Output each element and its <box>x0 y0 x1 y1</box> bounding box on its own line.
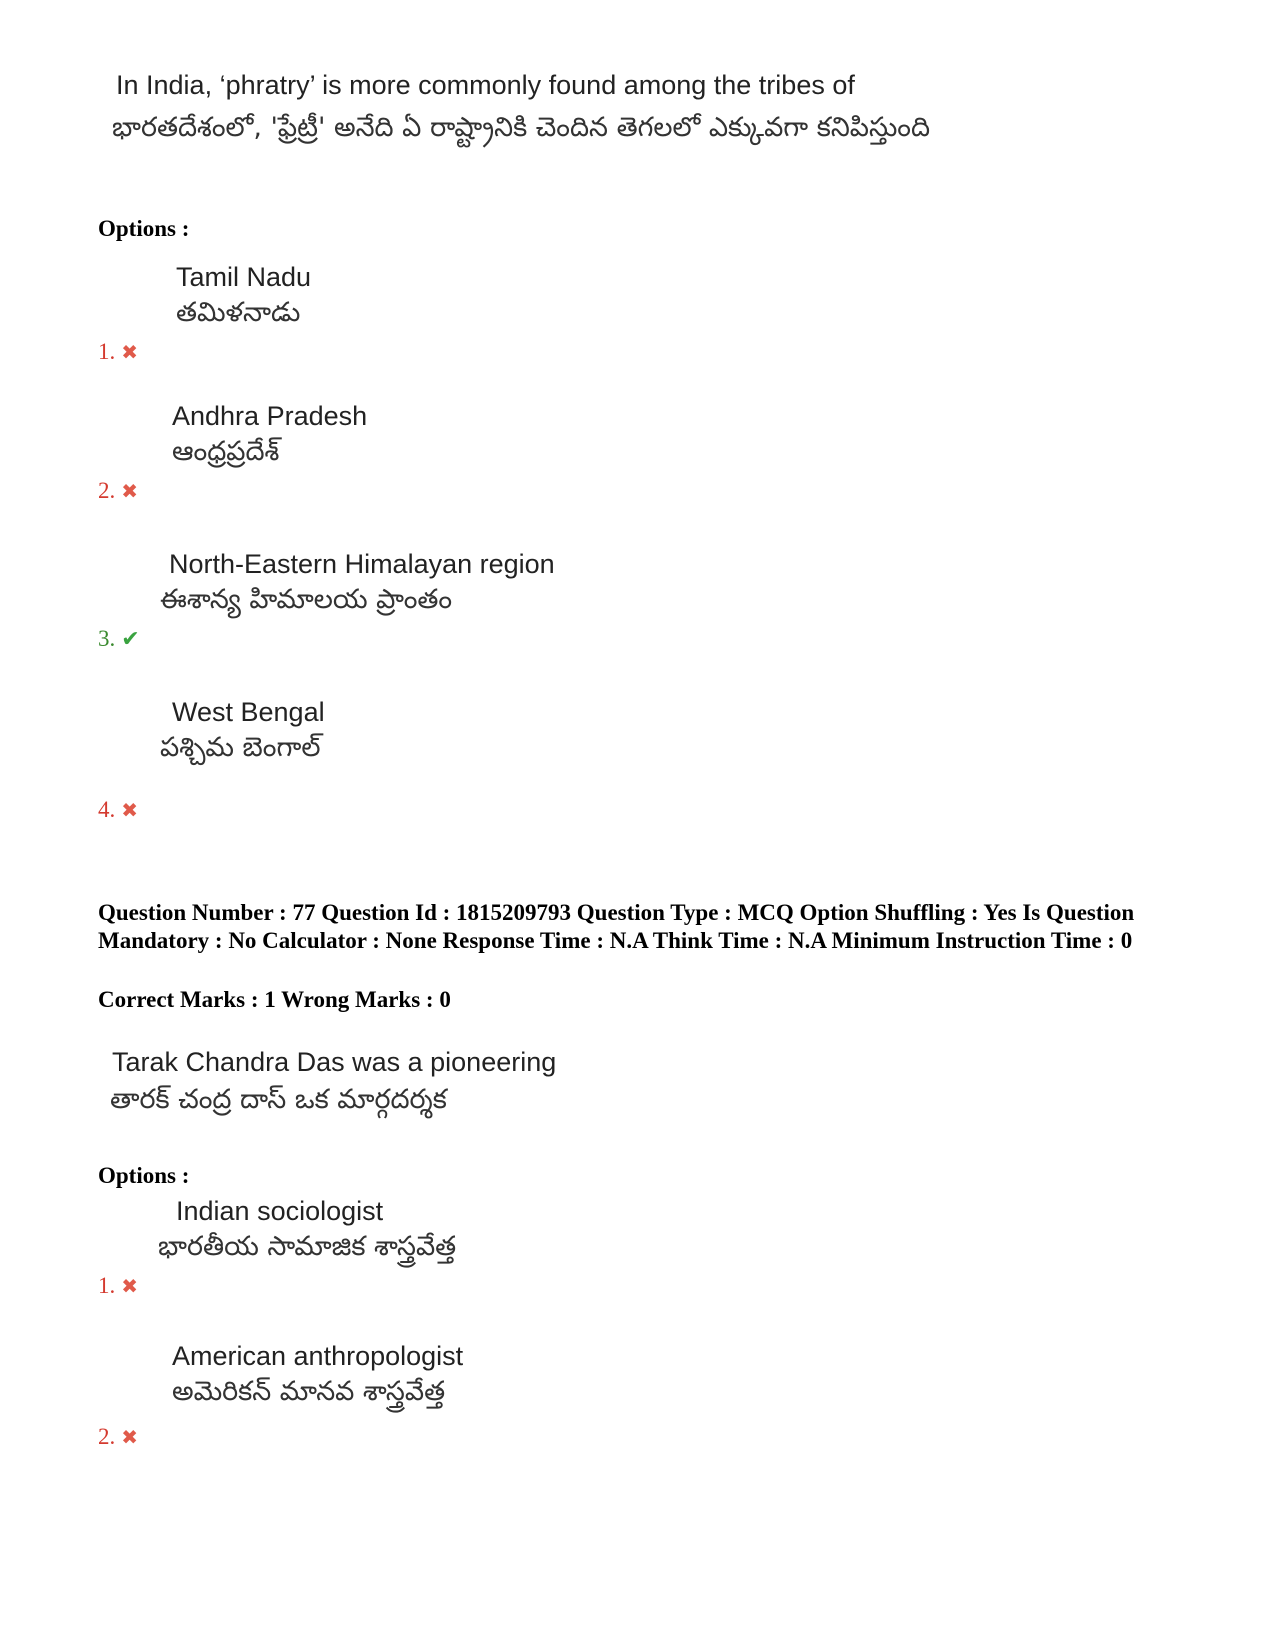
option-1-number <box>98 339 138 365</box>
option-1-text-en: Tamil Nadu <box>176 262 312 292</box>
option-2-number <box>98 478 138 504</box>
question-text-en: In India, ‘phratry’ is more commonly found among the tribes of <box>116 70 855 100</box>
option-number-label: 4. <box>98 797 116 822</box>
cross-icon: ✖ <box>121 481 139 503</box>
check-icon: ✔ <box>121 626 140 651</box>
option-1-text-te: భారతీయ సామాజిక శాస్త్రవేత్త <box>158 1231 457 1262</box>
option-2-text-en: Andhra Pradesh <box>172 401 368 431</box>
option-number-label: 2. <box>98 1424 116 1449</box>
options-label: Options : <box>98 1163 190 1188</box>
question-text-te: భారతదేశంలో, 'ఫ్రేట్రీ' అనేది ఏ రాష్ట్రానికి చెందిన తెగలలో ఎక్కువగా కనిపిస్తుంది <box>112 112 931 143</box>
option-number-label: 1. <box>98 339 116 364</box>
option-2-text-te: అమెరికన్ మానవ శాస్త్రవేత్త <box>172 1376 446 1407</box>
option-3-text-en: North-Eastern Himalayan region <box>169 549 555 579</box>
options-label: Options : <box>98 216 190 241</box>
option-4-text-te: పశ్చిమ బెంగాల్ <box>160 732 321 763</box>
question-meta: Question Number : 77 Question Id : 1815209793 Question Type : MCQ Option Shuffling : Yes Is Question Mandatory : No Calculator : None Response Time : N.A Think Time : N.A Minimum Instruction Time : 0 <box>98 900 1135 953</box>
cross-icon: ✖ <box>121 800 139 822</box>
option-2-number <box>98 1424 138 1450</box>
cross-icon: ✖ <box>121 1276 139 1298</box>
option-4-text-en: West Bengal <box>172 697 325 727</box>
option-number-label: 3. <box>98 626 116 651</box>
option-number-label: 1. <box>98 1273 116 1298</box>
option-1-text-en: Indian sociologist <box>176 1196 384 1226</box>
cross-icon: ✖ <box>121 1427 139 1449</box>
option-1-number <box>98 1273 138 1299</box>
option-4-number <box>98 797 138 823</box>
option-3-number <box>98 626 140 652</box>
question-text-en: Tarak Chandra Das was a pioneering <box>112 1047 557 1077</box>
cross-icon: ✖ <box>121 342 139 364</box>
option-3-text-te: ఈశాన్య హిమాలయ ప్రాంతం <box>160 584 453 615</box>
option-2-text-te: ఆంధ్రప్రదేశ్ <box>172 436 280 467</box>
question-marks: Correct Marks : 1 Wrong Marks : 0 <box>98 987 451 1012</box>
question-text-te: తారక్ చంద్ర దాస్ ఒక మార్గదర్శక <box>110 1084 447 1115</box>
option-1-text-te: తమిళనాడు <box>176 297 301 328</box>
option-number-label: 2. <box>98 478 116 503</box>
option-2-text-en: American anthropologist <box>172 1341 464 1371</box>
